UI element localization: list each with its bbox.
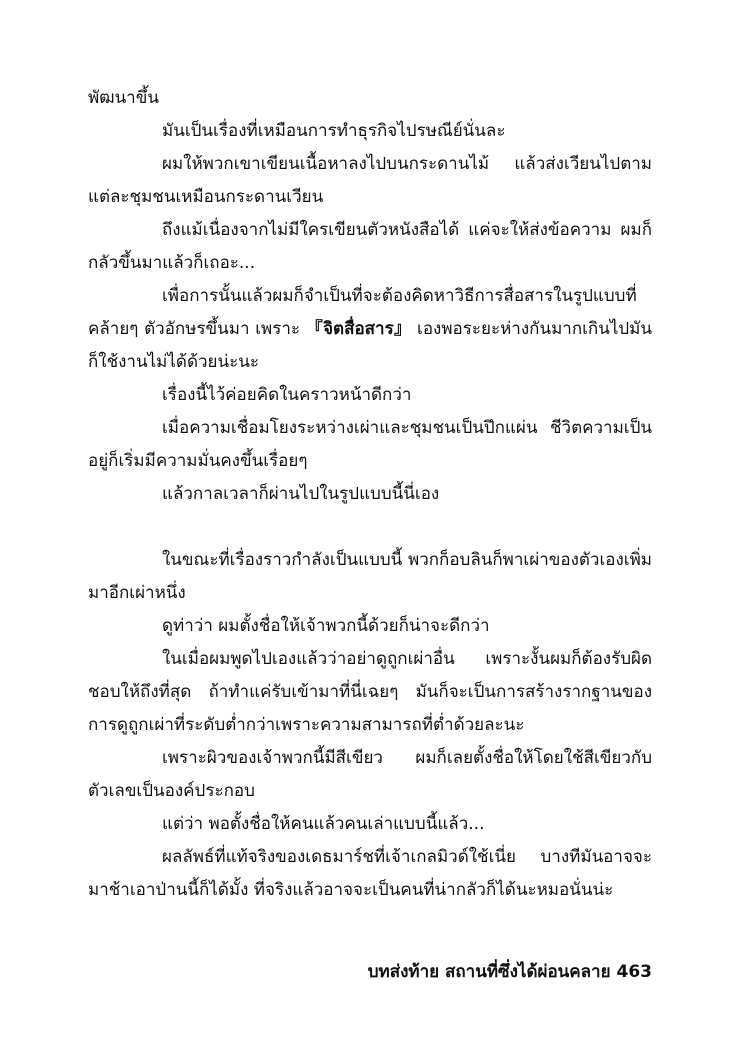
paragraph: ถึงแม้เนื่องจากไม่มีใครเขียนตัวหนังสือได้ แค่จะให้ส่งข้อความ ผมก็กลัวขึ้นมาแล้วก็เถอะ... (88, 220, 652, 273)
page-footer (368, 958, 652, 985)
paragraph: ในเมื่อผมพูดไปเองแล้วว่าอย่าดูถูกเผ่าอื่น เพราะงั้นผมก็ต้องรับผิดชอบให้ถึงที่สุด ถ้าทำแค่รับเข้ามาที่นี่เฉยๆ มันก็จะเป็นการสร้างรากฐานของการดูถูกเผ่าที่ระดับต่ำกว่าเพราะความสามารถที่ต่ำด้วยละนะ (88, 649, 652, 735)
paragraph-text-before: เพื่อการนั้นแล้วผมก็จำเป็นที่จะต้องคิดหาวิธีการสื่อสารในรูปแบบที่คล้ายๆ ตัวอักษรขึ้นมา เพราะ (88, 286, 637, 339)
paragraph: เพราะผิวของเจ้าพวกนี้มีสีเขียว ผมก็เลยตั้งชื่อให้โดยใช้สีเขียวกับตัวเลขเป็นองค์ประกอบ (88, 748, 652, 801)
chapter-title: บทส่งท้าย สถานที่ซึ่งได้ผ่อนคลาย (367, 962, 611, 982)
paragraph: แต่ว่า พอตั้งชื่อให้คนแล้วคนเล่าแบบนี้แล้ว... (162, 814, 485, 834)
section-break (88, 511, 652, 544)
body-text (88, 82, 652, 907)
page-number: 463 (616, 962, 652, 982)
paragraph: เมื่อความเชื่อมโยงระหว่างเผ่าและชุมชนเป็นปึกแผ่น ชีวิตความเป็นอยู่ก็เริ่มมีความมั่นคงขึ้นเรื่อยๆ (88, 418, 652, 471)
paragraph: ผลลัพธ์ที่แท้จริงของเดธมาร์ชที่เจ้าเกลมิวด์ใช้เนี่ย บางทีมันอาจจะมาช้าเอาป่านนี้ก็ได้มั้ง ที่จริงแล้วอาจจะเป็นคนที่น่ากลัวก็ได้นะหมอนั่นน่ะ (88, 847, 652, 900)
paragraph: มันเป็นเรื่องที่เหมือนการทำธุรกิจไปรษณีย์นั่นละ (162, 121, 506, 141)
paragraph: พัฒนาขึ้น (88, 88, 159, 108)
paragraph-text-after: เองพอระยะห่างกันมากเกินไปมันก็ใช้งานไม่ได้ด้วยน่ะนะ (88, 319, 653, 372)
paragraph: ดูท่าว่า ผมตั้งชื่อให้เจ้าพวกนี้ด้วยก็น่าจะดีกว่า (162, 616, 490, 636)
paragraph: ในขณะที่เรื่องราวกำลังเป็นแบบนี้ พวกก็อบลินก็พาเผ่าของตัวเองเพิ่มมาอีกเผ่าหนึ่ง (88, 550, 652, 603)
paragraph: ผมให้พวกเขาเขียนเนื้อหาลงไปบนกระดานไม้ แล้วส่งเวียนไปตามแต่ละชุมชนเหมือนกระดานเวียน (88, 154, 652, 207)
paragraph-with-emphasis (88, 280, 652, 379)
paragraph: แล้วกาลเวลาก็ผ่านไปในรูปแบบนี้นี่เอง (162, 484, 440, 504)
emphasized-term: 『จิตสื่อสาร』 (305, 319, 412, 339)
paragraph: เรื่องนี้ไว้ค่อยคิดในคราวหน้าดีกว่า (162, 385, 412, 405)
